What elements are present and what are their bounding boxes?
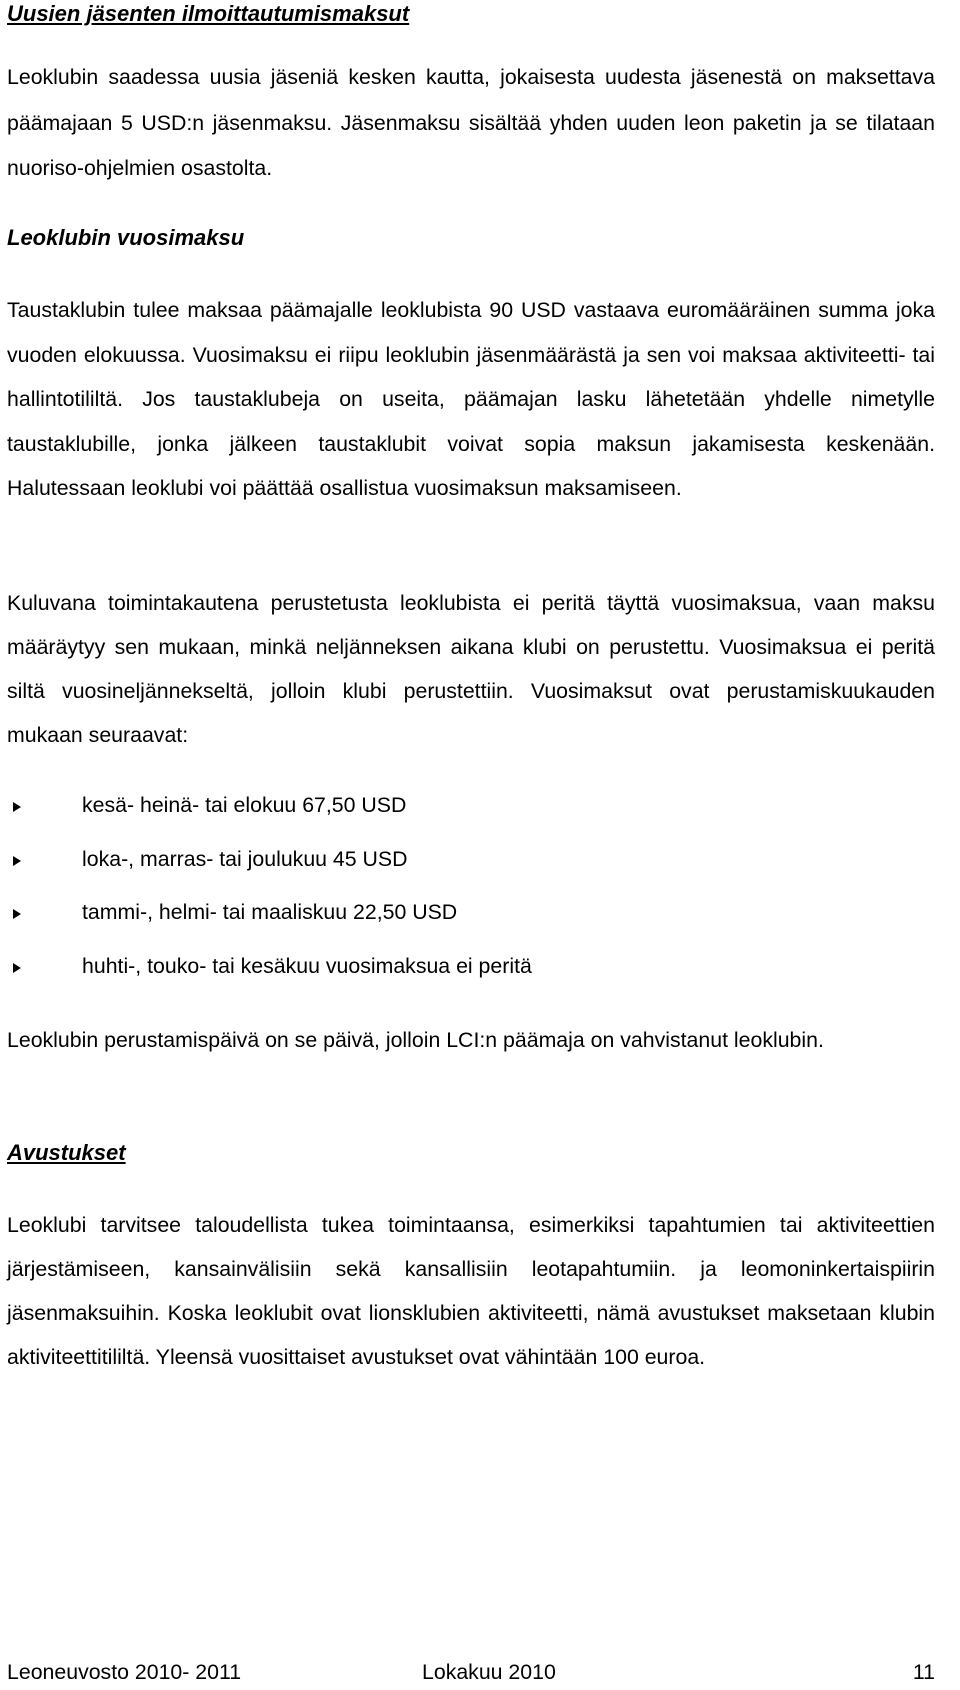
list-item: [7, 897, 907, 951]
paragraph-grants: Leoklubi tarvitsee taloudellista tukea toimintaansa, esimerkiksi tapahtumien tai aktiviteettien järjestämiseen, kansainvälisiin sekä kansallisiin leotapahtumiin. ja leomoninkertaispiirin jäsenmaksuihin. Koska leoklubit ovat lionsklubien aktiviteetti, nämä avustukset maksetaan klubin aktiviteettitililtä. Yleensä vuosittaiset avustukset ovat vähintään 100 euroa.: [7, 1213, 935, 1369]
list-item: [7, 951, 907, 1005]
list-item: [7, 844, 907, 898]
paragraph-current-term: Kuluvana toimintakautena perustetusta leoklubista ei peritä täyttä vuosimaksua, vaan maksu määräytyy sen mukaan, minkä neljänneksen aikana klubi on perustettu. Vuosimaksua ei peritä siltä vuosineljännekseltä, jolloin klubi perustettiin. Vuosimaksut ovat perustamiskuukauden mukaan seuraavat:: [7, 591, 935, 747]
list-item-text: loka-, marras- tai joulukuu 45 USD: [82, 846, 408, 871]
paragraph-new-members: Leoklubin saadessa uusia jäseniä kesken kautta, jokaisesta uudesta jäsenestä on maksettava päämajaan 5 USD:n jäsenmaksu. Jäsenmaksu sisältää yhden uuden leon paketin ja se tilataan nuoriso-ohjelmien osastolta.: [7, 65, 935, 180]
paragraph-founding-date: Leoklubin perustamispäivä on se päivä, jolloin LCI:n päämaja on vahvistanut leoklubin.: [7, 1028, 824, 1052]
paragraph-annual-fee: Taustaklubin tulee maksaa päämajalle leoklubista 90 USD vastaava euromääräinen summa joka vuoden elokuussa. Vuosimaksu ei riipu leoklubin jäsenmäärästä ja sen voi maksaa aktiviteetti- tai hallintotililtä. Jos taustaklubeja on useita, päämajan lasku lähetetään yhdelle nimetylle taustaklubille, jonka jälkeen taustaklubit voivat sopia maksun jakamisesta keskenään. Halutessaan leoklubi voi päättää osallistua vuosimaksun maksamiseen.: [7, 298, 935, 500]
list-item-text: kesä- heinä- tai elokuu 67,50 USD: [82, 793, 407, 817]
page-number: 11: [912, 1660, 935, 1684]
heading-new-members: Uusien jäsenten ilmoittautumismaksut: [7, 1, 410, 26]
list-item: [7, 790, 907, 844]
list-item-text: huhti-, touko- tai kesäkuu vuosimaksua ei peritä: [82, 953, 532, 978]
heading-grants: Avustukset: [7, 1140, 126, 1165]
heading-annual-fee: Leoklubin vuosimaksu: [7, 225, 245, 250]
triangle-bullet-icon: [13, 909, 21, 919]
footer-date: Lokakuu 2010: [422, 1660, 556, 1684]
triangle-bullet-icon: [13, 856, 21, 866]
list-item-text: tammi-, helmi- tai maaliskuu 22,50 USD: [82, 900, 458, 924]
fee-list: [7, 790, 907, 1004]
triangle-bullet-icon: [13, 802, 21, 812]
triangle-bullet-icon: [13, 963, 21, 973]
footer-left: Leoneuvosto 2010- 2011: [7, 1660, 242, 1684]
